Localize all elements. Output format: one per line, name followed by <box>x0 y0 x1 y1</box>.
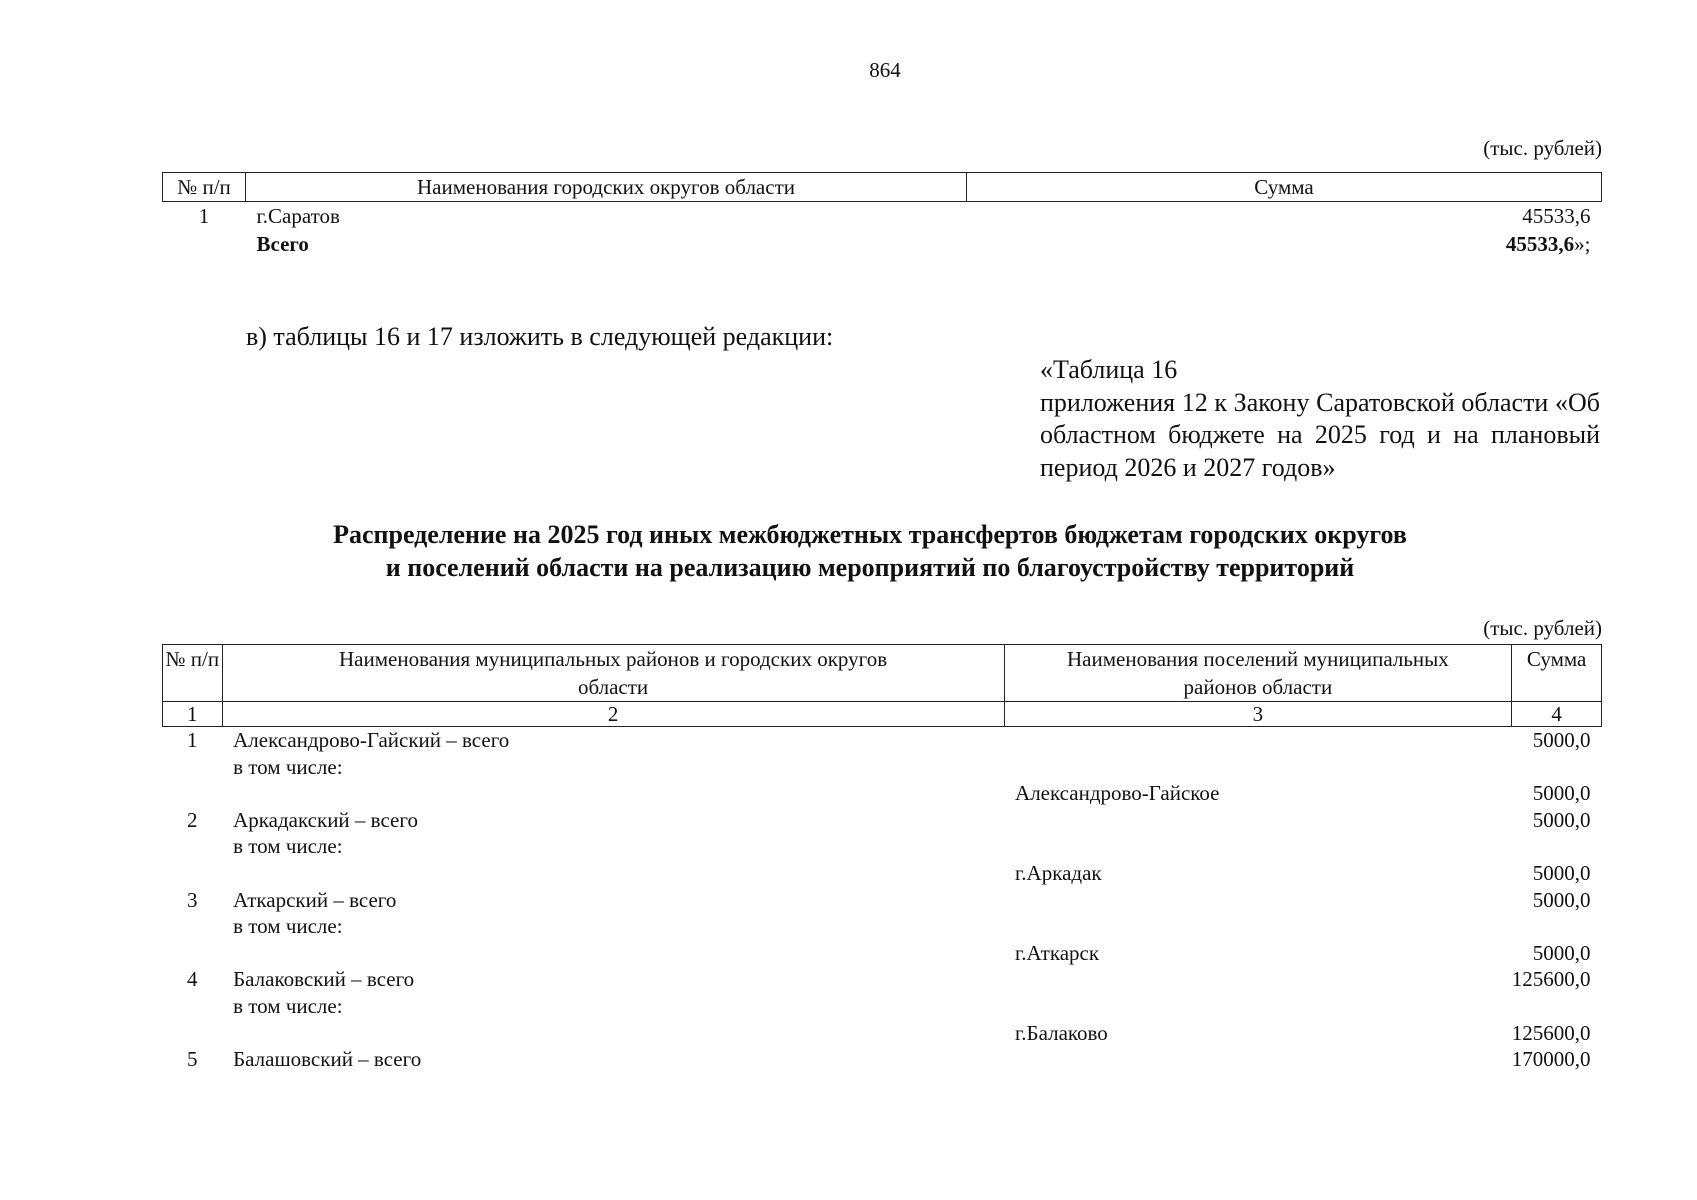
row-name: г.Саратов <box>256 204 340 228</box>
table-1 <box>162 172 1602 258</box>
table-row <box>163 940 1602 967</box>
row-sum: 5000,0 <box>1532 887 1591 912</box>
table-row <box>163 202 1602 231</box>
header-sum: Сумма <box>967 173 1602 202</box>
row-no: 1 <box>187 728 198 752</box>
table-row <box>163 780 1602 807</box>
row-no <box>163 913 223 940</box>
table-row <box>163 860 1602 887</box>
row-sum: 5000,0 <box>1532 728 1591 752</box>
row-district <box>222 780 1004 807</box>
row-no <box>163 754 223 781</box>
row-settlement: г.Аткарск <box>1015 940 1100 965</box>
row-settlement <box>1004 966 1512 993</box>
column-number: 3 <box>1004 702 1512 727</box>
table-row <box>163 807 1602 834</box>
row-sum: 125600,0 <box>1511 1020 1591 1045</box>
row-settlement <box>1004 727 1512 754</box>
table-row <box>163 966 1602 993</box>
row-district: в том числе: <box>233 993 343 1018</box>
row-sum: 125600,0 <box>1511 967 1591 992</box>
row-district: Аткарский – всего <box>233 887 397 912</box>
row-district: в том числе: <box>233 914 343 939</box>
table-row <box>163 993 1602 1020</box>
row-district: в том числе: <box>233 834 343 859</box>
row-sum <box>1512 833 1602 860</box>
header-sum: Сумма <box>1512 645 1602 702</box>
table-row <box>163 754 1602 781</box>
table-2 <box>162 644 1602 1073</box>
row-no: 4 <box>187 967 198 992</box>
row-settlement <box>1004 754 1512 781</box>
header-district: Наименования муниципальных районов и городских округов области <box>222 645 1004 702</box>
table-row <box>163 1020 1602 1047</box>
table-row <box>163 1046 1602 1073</box>
row-sum: 5000,0 <box>1532 940 1591 965</box>
row-settlement <box>1004 1046 1512 1073</box>
row-no <box>163 860 223 887</box>
table-row <box>163 727 1602 754</box>
row-settlement: г.Аркадак <box>1015 860 1102 885</box>
row-settlement <box>1004 833 1512 860</box>
row-no: 1 <box>198 204 210 228</box>
caption-line-2: приложения 12 к Закону Саратовской области «Об областном бюджете на 2025 год и на плановый период 2026 и 2027 годов» <box>1040 387 1600 482</box>
row-sum: 5000,0 <box>1532 860 1591 885</box>
header-settlement: Наименования поселений муниципальных районов области <box>1004 645 1512 702</box>
row-settlement <box>1004 913 1512 940</box>
column-numbers-row <box>163 702 1602 727</box>
row-no <box>163 833 223 860</box>
document-title <box>240 518 1500 584</box>
units-label-table2: (тыс. рублей) <box>1483 616 1602 640</box>
row-no: 5 <box>187 1047 198 1072</box>
row-district: Аркадакский – всего <box>233 807 418 832</box>
row-sum: 5000,0 <box>1532 807 1591 832</box>
row-district: в том числе: <box>233 754 343 779</box>
row-sum <box>1512 993 1602 1020</box>
row-no <box>163 1020 223 1047</box>
row-district: Балашовский – всего <box>233 1047 422 1072</box>
column-number: 2 <box>222 702 1004 727</box>
table-2-body <box>163 702 1602 1073</box>
header-no: № п/п <box>163 645 223 702</box>
units-label-table1: (тыс. рублей) <box>1483 136 1602 160</box>
row-no <box>163 993 223 1020</box>
table-caption <box>1040 354 1600 484</box>
row-settlement: Александрово-Гайское <box>1015 781 1220 806</box>
row-settlement <box>1004 887 1512 914</box>
row-sum <box>1512 754 1602 781</box>
table-row <box>163 833 1602 860</box>
total-label: Всего <box>256 232 309 256</box>
row-sum <box>1512 913 1602 940</box>
row-sum: 5000,0 <box>1532 781 1591 806</box>
table-row <box>163 887 1602 914</box>
row-settlement: г.Балаково <box>1015 1020 1108 1045</box>
total-row <box>163 230 1602 258</box>
row-district: Балаковский – всего <box>233 967 415 992</box>
row-district <box>222 940 1004 967</box>
row-district <box>222 860 1004 887</box>
row-district: Александрово-Гайский – всего <box>233 728 510 752</box>
header-name: Наименования городских округов области <box>246 173 967 202</box>
row-sum: 45533,6 <box>1522 204 1591 228</box>
caption-line-1: «Таблица 16 <box>1040 355 1178 384</box>
row-district <box>222 1020 1004 1047</box>
table-row <box>163 913 1602 940</box>
instruction-text: в) таблицы 16 и 17 изложить в следующей редакции: <box>246 322 834 351</box>
row-no: 2 <box>187 807 198 832</box>
row-settlement <box>1004 807 1512 834</box>
row-settlement <box>1004 993 1512 1020</box>
title-line-2: и поселений области на реализацию мероприятий по благоустройству территорий <box>385 553 1355 582</box>
row-no <box>163 780 223 807</box>
title-line-1: Распределение на 2025 год иных межбюджетных трансфертов бюджетам городских округов <box>333 520 1407 549</box>
header-no: № п/п <box>163 173 246 202</box>
row-no: 3 <box>187 887 198 912</box>
column-number: 1 <box>163 702 223 727</box>
row-no <box>163 940 223 967</box>
page-number: 864 <box>869 58 901 82</box>
row-sum: 170000,0 <box>1511 1047 1591 1072</box>
total-sum: 45533,6»; <box>1505 232 1591 256</box>
column-number: 4 <box>1512 702 1602 727</box>
